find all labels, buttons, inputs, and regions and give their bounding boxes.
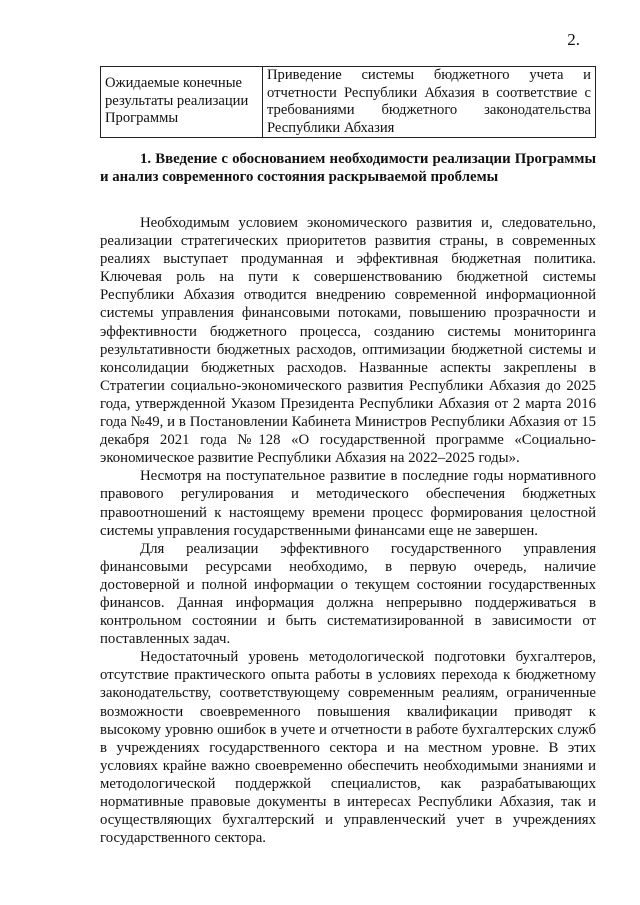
page-number: 2. [567, 30, 580, 49]
table-value-cell: Приведение системы бюджетного учета и отчетности Республики Абхазия в соответствие с требованиями бюджетного законодательства Республики Абхазия [263, 67, 596, 138]
paragraph-1: Необходимым условием экономического развития и, следовательно, реализации стратегических приоритетов развития страны, в современных реалиях выступает продуманная и эффективная бюджетная политика. Ключевая роль на пути к совершенствованию бюджетной системы Республики Абхазия отводится внедрению современной информационной системы управления финансовыми потоками, повышению прозрачности и эффективности бюджетного процесса, созданию системы мониторинга результативности бюджетных расходов, оптимизации бюджетной системы и консолидации бюджетных расходов. Названные аспекты закреплены в Стратегии социально-экономического развития Республики Абхазия до 2025 года, утвержденной Указом Президента Республики Абхазия от 2 марта 2016 года №49, и в Постановлении Кабинета Министров Республики Абхазия от 15 декабря 2021 года №128 «О государственной программе «Социально-экономическое развитие Республики Абхазия на 2022–2025 годы». [100, 215, 596, 467]
section-body [100, 214, 596, 847]
program-summary-table [100, 66, 596, 138]
table-row [101, 67, 596, 138]
paragraph-4: Недостаточный уровень методологической подготовки бухгалтеров, отсутствие практического опыта работы в условиях перехода к бюджетному законодательству, соответствующему современным реалиям, ограниченные возможности своевременного повышения квалификации приводят к высокому уровню ошибок в учете и отчетности в работе бухгалтерских служб в учреждениях государственного сектора и на местном уровне. В этих условиях крайне важно своевременно обеспечить необходимыми знаниями и методологической поддержкой специалистов, как разрабатывающих нормативные правовые документы в интересах Республики Абхазия, так и осуществляющих бухгалтерский и управленческий учет в учреждениях государственного сектора. [100, 649, 596, 847]
paragraph-3: Для реализации эффективного государственного управления финансовыми ресурсами необходимо, в первую очередь, наличие достоверной и полной информации о текущем состоянии государственных финансов. Данная информация должна непрерывно поддерживаться в контрольном состоянии и быть систематизированной в зависимости от поставленных задач. [100, 540, 596, 648]
table-label-cell: Ожидаемые конечные результаты реализации Программы [101, 67, 263, 138]
paragraph-2: Несмотря на поступательное развитие в последние годы нормативного правового регулирования и методического обеспечения бюджетных правоотношений к настоящему времени процесс формирования целостной системы управления государственными финансами еще не завершен. [100, 468, 596, 539]
section-heading: 1. Введение с обоснованием необходимости реализации Программы и анализ современного состояния раскрываемой проблемы [100, 151, 596, 185]
